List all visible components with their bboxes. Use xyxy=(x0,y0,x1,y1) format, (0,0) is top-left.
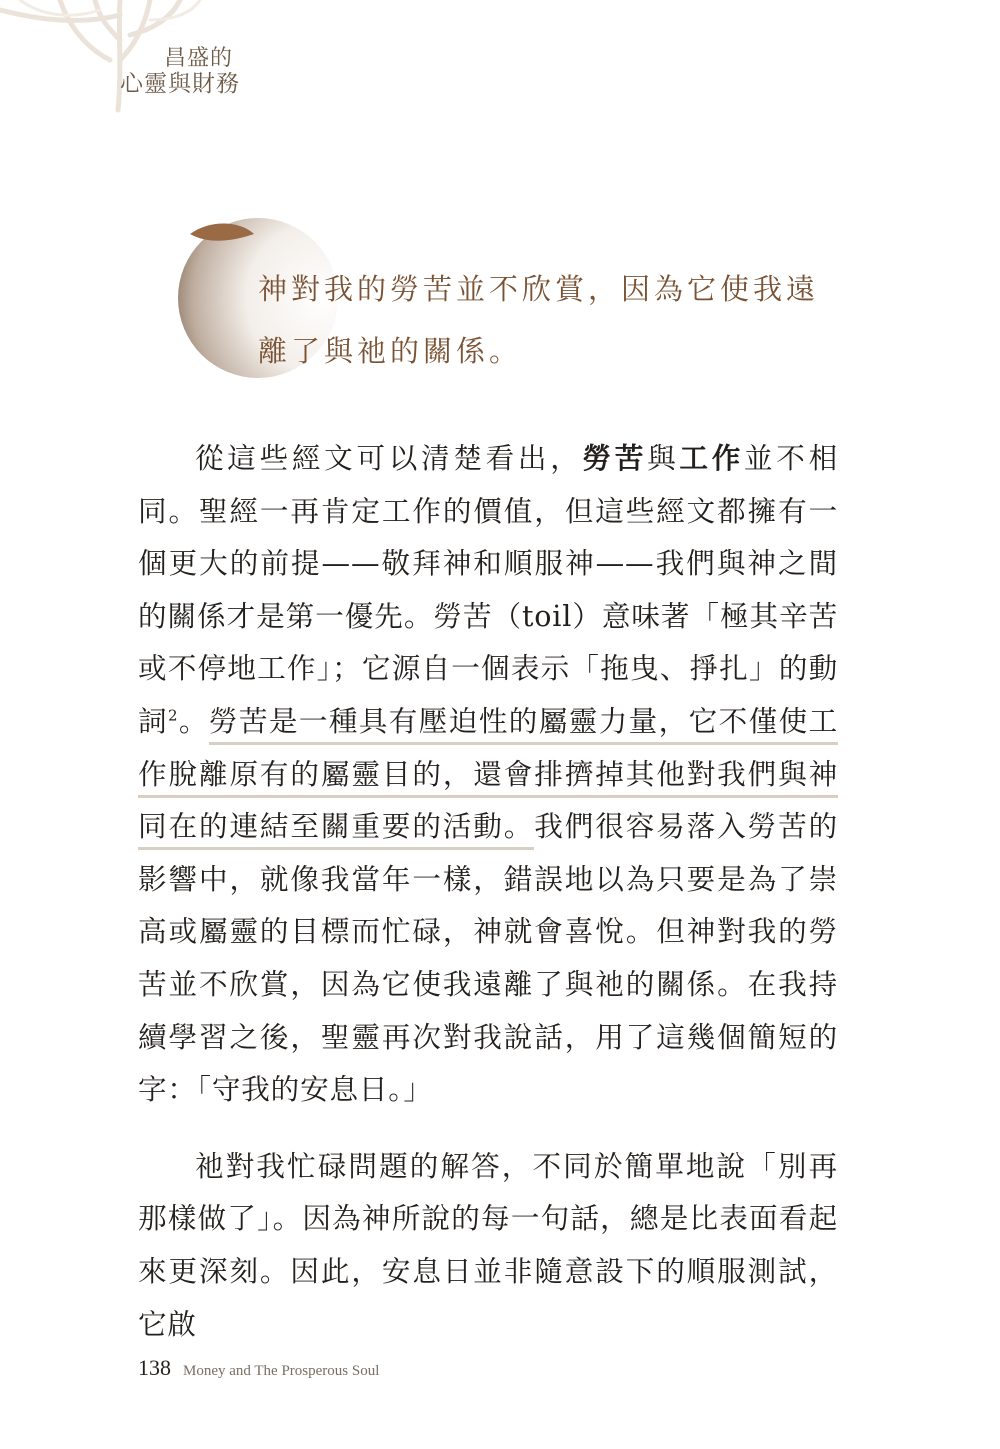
paragraph-1 xyxy=(138,432,838,1116)
running-head xyxy=(120,46,245,98)
text-run: 我們很容易落入勞苦的影響中，就像我當年一樣，錯誤地以為只要是為了崇高或屬靈的目標而忙碌，神就會喜悅。但神對我的勞苦並不欣賞，因為它使我遠離了與祂的關係。在我持續學習之後，聖靈再次對我說話，用了這幾個簡短的字：「守我的安息日。」 xyxy=(138,809,838,1107)
pull-quote-text: 神對我的勞苦並不欣賞，因為它使我遠離了與祂的關係。 xyxy=(258,272,820,368)
footnote-marker: 2 xyxy=(167,706,179,725)
term-work: 工作 xyxy=(679,441,744,475)
body-text xyxy=(138,432,838,1350)
text-run: 與 xyxy=(647,441,680,475)
text-run: 從這些經文可以清楚看出， xyxy=(195,441,583,475)
page-number: 138 xyxy=(138,1355,171,1380)
running-head-line1: 昌盛的 xyxy=(164,46,234,71)
pull-quote xyxy=(150,210,870,410)
text-run: 。 xyxy=(178,703,209,738)
paragraph-2: 祂對我忙碌問題的解答，不同於簡單地說「別再那樣做了」。因為神所說的每一句話，總是比表面看起來更深刻。因此，安息日並非隨意設下的順服測試，它啟 xyxy=(138,1148,838,1341)
book-title: Money and The Prosperous Soul xyxy=(183,1363,380,1379)
running-head-line2: 心靈與財務 xyxy=(120,71,240,98)
highlighted-passage-end: 。 xyxy=(504,809,534,850)
page-footer xyxy=(138,1355,379,1381)
term-toil: 勞苦 xyxy=(582,441,648,475)
highlighted-passage: 勞苦是一種具有壓迫性的屬靈力量，它不僅使工作脫離原有的屬靈目的，還會排擠掉其他對我們與神同在的連結至關重要的活動 xyxy=(138,704,838,850)
text-run: 並不相同。聖經一再肯定工作的價值，但這些經文都擁有一個更大的前提——敬拜神和順服神——我們與神之間的關係才是第一優先。勞苦（toil）意味著「極其辛苦或不停地工作」；它源自一個表示「拖曳、掙扎」的動詞 xyxy=(138,441,838,738)
